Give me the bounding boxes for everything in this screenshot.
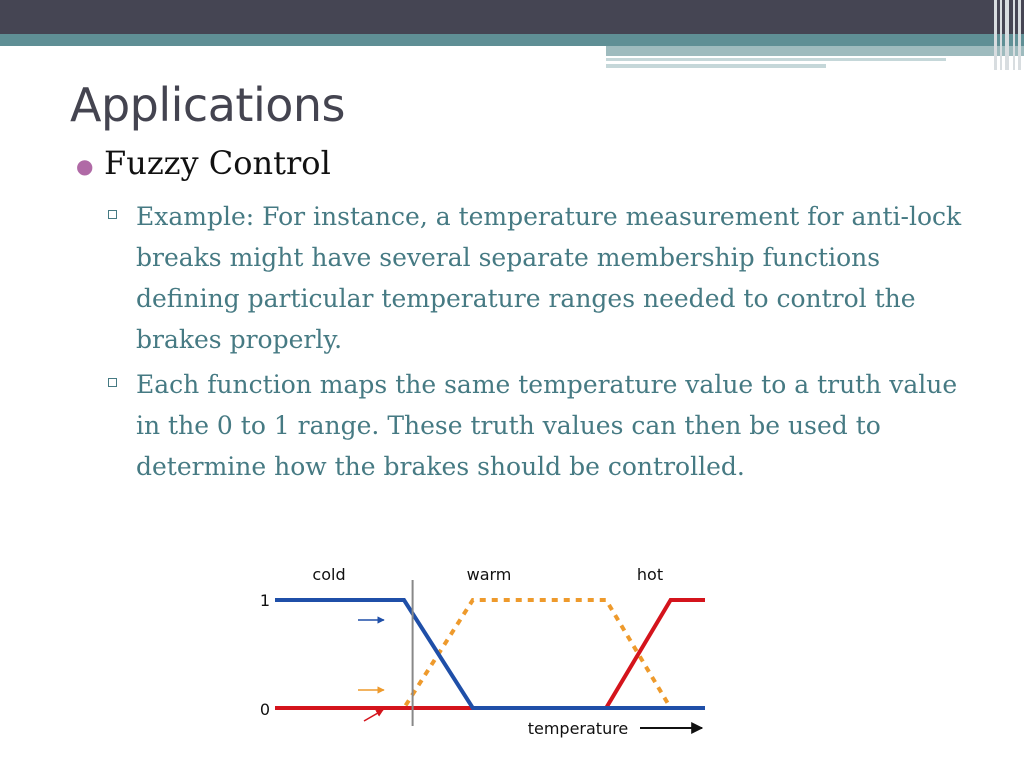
series-label-hot: hot bbox=[636, 565, 664, 584]
header-vertical-stripe bbox=[1013, 0, 1015, 70]
slide-title: Applications bbox=[70, 78, 345, 132]
subbullet-text: Each function maps the same temperature value to a truth value in the 0 to 1 range. These truth values can then be used to determine how the brakes should be controlled. bbox=[136, 370, 958, 481]
subbullet-truth-values bbox=[108, 364, 978, 487]
header-bar bbox=[0, 0, 1024, 34]
header-thin-line bbox=[606, 58, 946, 61]
square-bullet-icon bbox=[108, 210, 117, 219]
series-label-warm: warm bbox=[466, 565, 512, 584]
header-vertical-stripe bbox=[1005, 0, 1009, 70]
bullet-text: Fuzzy Control bbox=[104, 144, 331, 182]
header-light-band bbox=[606, 46, 1024, 56]
header-vertical-stripe bbox=[1018, 0, 1021, 70]
subbullet-example bbox=[108, 196, 978, 360]
square-bullet-icon bbox=[108, 378, 117, 387]
header-vertical-stripe bbox=[1000, 0, 1002, 70]
series-line-hot bbox=[275, 600, 705, 708]
hot-value-arrow bbox=[364, 710, 383, 721]
y-tick-label-1: 1 bbox=[259, 591, 270, 610]
bullet-dot-icon: ● bbox=[76, 154, 94, 178]
header-accent-bar bbox=[0, 34, 1024, 46]
series-label-cold: cold bbox=[312, 565, 346, 584]
y-tick-label-0: 0 bbox=[259, 700, 270, 719]
subbullet-text: Example: For instance, a temperature measurement for anti-lock breaks might have several separate membership functions defining particular temperature ranges needed to control the brakes properly. bbox=[136, 202, 962, 354]
membership-function-chart bbox=[250, 558, 720, 743]
header-thin-line-2 bbox=[606, 64, 826, 68]
x-axis-label: temperature bbox=[527, 719, 629, 738]
header-vertical-stripe bbox=[994, 0, 997, 70]
